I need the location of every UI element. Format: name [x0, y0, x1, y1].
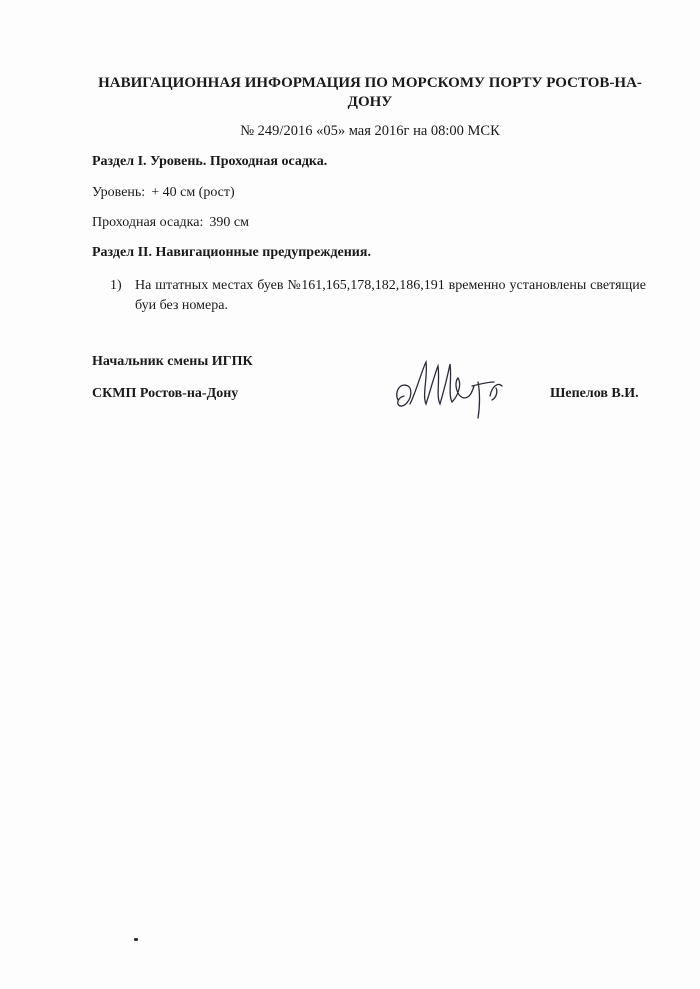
draft-value: 390 см — [209, 215, 249, 230]
level-label: Уровень: — [92, 185, 146, 200]
level-line — [92, 185, 235, 201]
draft-line — [92, 215, 249, 231]
signatory-position-line2: СКМП Ростов-на-Дону — [92, 386, 239, 401]
level-value: + 40 см (рост) — [151, 185, 235, 200]
draft-label: Проходная осадка: — [92, 215, 204, 230]
signatory-name: Шепелов В.И. — [550, 386, 639, 401]
handwritten-signature — [392, 352, 522, 422]
signatory-position-line1: Начальник смены ИГПК — [92, 354, 253, 369]
section-2-heading: Раздел II. Навигационные предупреждения. — [92, 245, 371, 260]
warning-item — [110, 276, 646, 316]
warning-item-text: На штатных местах буев №161,165,178,182,186,191 временно установлены светящие буи без номера. — [135, 278, 646, 313]
document-number-line: № 249/2016 «05» мая 2016г на 08:00 МСК — [240, 123, 500, 139]
document-title: НАВИГАЦИОННАЯ ИНФОРМАЦИЯ ПО МОРСКОМУ ПОРТУ РОСТОВ-НА-ДОНУ — [98, 75, 642, 110]
section-1-heading: Раздел I. Уровень. Проходная осадка. — [92, 154, 328, 169]
warning-item-number: 1) — [110, 278, 122, 293]
scan-speck — [134, 938, 138, 941]
